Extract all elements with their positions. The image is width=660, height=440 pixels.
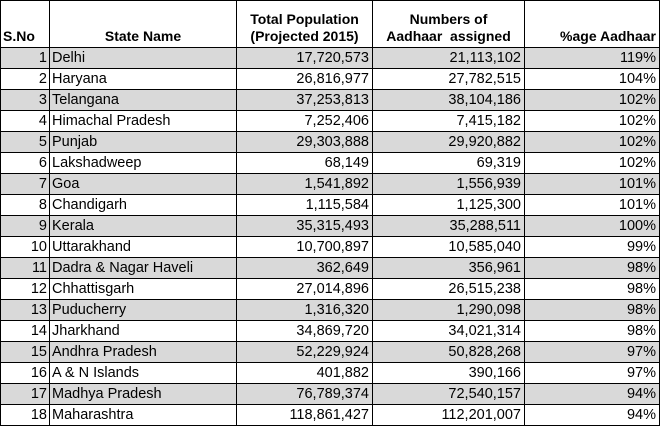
- cell-total-population: 68,149: [237, 153, 373, 174]
- cell-sno: 17: [1, 384, 50, 405]
- cell-pct-aadhaar: 98%: [525, 300, 660, 321]
- cell-total-population: 118,861,427: [237, 405, 373, 426]
- table-row: [1, 90, 660, 111]
- cell-pct-aadhaar: 100%: [525, 216, 660, 237]
- cell-sno: 4: [1, 111, 50, 132]
- cell-aadhaar-assigned: 34,021,314: [373, 321, 525, 342]
- cell-aadhaar-assigned: 29,920,882: [373, 132, 525, 153]
- table-row: [1, 300, 660, 321]
- cell-total-population: 17,720,573: [237, 48, 373, 69]
- cell-state-name: Haryana: [50, 69, 237, 90]
- table-body: [1, 48, 660, 426]
- cell-total-population: 34,869,720: [237, 321, 373, 342]
- cell-total-population: 37,253,813: [237, 90, 373, 111]
- cell-aadhaar-assigned: 1,290,098: [373, 300, 525, 321]
- cell-state-name: Goa: [50, 174, 237, 195]
- header-population-line2: (Projected 2015): [250, 28, 359, 44]
- cell-sno: 8: [1, 195, 50, 216]
- cell-state-name: Dadra & Nagar Haveli: [50, 258, 237, 279]
- cell-pct-aadhaar: 102%: [525, 132, 660, 153]
- cell-sno: 5: [1, 132, 50, 153]
- cell-state-name: Punjab: [50, 132, 237, 153]
- cell-total-population: 52,229,924: [237, 342, 373, 363]
- cell-sno: 6: [1, 153, 50, 174]
- cell-aadhaar-assigned: 21,113,102: [373, 48, 525, 69]
- cell-pct-aadhaar: 97%: [525, 342, 660, 363]
- cell-pct-aadhaar: 98%: [525, 279, 660, 300]
- header-total-population: [237, 1, 373, 48]
- cell-aadhaar-assigned: 356,961: [373, 258, 525, 279]
- cell-pct-aadhaar: 94%: [525, 405, 660, 426]
- cell-state-name: Kerala: [50, 216, 237, 237]
- cell-total-population: 1,316,320: [237, 300, 373, 321]
- cell-pct-aadhaar: 104%: [525, 69, 660, 90]
- cell-aadhaar-assigned: 1,556,939: [373, 174, 525, 195]
- cell-sno: 9: [1, 216, 50, 237]
- header-sno: S.No: [1, 1, 50, 48]
- table-row: [1, 405, 660, 426]
- table-row: [1, 153, 660, 174]
- cell-aadhaar-assigned: 38,104,186: [373, 90, 525, 111]
- cell-state-name: Chandigarh: [50, 195, 237, 216]
- cell-pct-aadhaar: 102%: [525, 90, 660, 111]
- cell-sno: 11: [1, 258, 50, 279]
- cell-sno: 10: [1, 237, 50, 258]
- table-header-row: [1, 1, 660, 48]
- cell-aadhaar-assigned: 390,166: [373, 363, 525, 384]
- cell-pct-aadhaar: 94%: [525, 384, 660, 405]
- cell-aadhaar-assigned: 72,540,157: [373, 384, 525, 405]
- cell-pct-aadhaar: 101%: [525, 195, 660, 216]
- cell-pct-aadhaar: 99%: [525, 237, 660, 258]
- cell-total-population: 35,315,493: [237, 216, 373, 237]
- cell-state-name: Uttarakhand: [50, 237, 237, 258]
- cell-pct-aadhaar: 102%: [525, 153, 660, 174]
- cell-total-population: 29,303,888: [237, 132, 373, 153]
- cell-total-population: 27,014,896: [237, 279, 373, 300]
- cell-total-population: 10,700,897: [237, 237, 373, 258]
- cell-total-population: 76,789,374: [237, 384, 373, 405]
- table-row: [1, 279, 660, 300]
- header-population-line1: Total Population: [250, 11, 359, 27]
- cell-aadhaar-assigned: 10,585,040: [373, 237, 525, 258]
- cell-state-name: Puducherry: [50, 300, 237, 321]
- header-aadhaar-assigned: [373, 1, 525, 48]
- cell-sno: 3: [1, 90, 50, 111]
- header-aadhaar-line2: Aadhaar assigned: [386, 28, 511, 44]
- cell-sno: 14: [1, 321, 50, 342]
- cell-state-name: Madhya Pradesh: [50, 384, 237, 405]
- cell-pct-aadhaar: 97%: [525, 363, 660, 384]
- cell-total-population: 26,816,977: [237, 69, 373, 90]
- cell-state-name: Delhi: [50, 48, 237, 69]
- header-state-name: State Name: [50, 1, 237, 48]
- cell-pct-aadhaar: 101%: [525, 174, 660, 195]
- table-row: [1, 174, 660, 195]
- header-pct-aadhaar: %age Aadhaar: [525, 1, 660, 48]
- cell-sno: 16: [1, 363, 50, 384]
- cell-total-population: 1,115,584: [237, 195, 373, 216]
- cell-pct-aadhaar: 98%: [525, 321, 660, 342]
- cell-sno: 13: [1, 300, 50, 321]
- table-row: [1, 342, 660, 363]
- cell-state-name: Chhattisgarh: [50, 279, 237, 300]
- table-row: [1, 195, 660, 216]
- cell-aadhaar-assigned: 26,515,238: [373, 279, 525, 300]
- cell-state-name: Jharkhand: [50, 321, 237, 342]
- cell-sno: 7: [1, 174, 50, 195]
- table-row: [1, 216, 660, 237]
- table-row: [1, 48, 660, 69]
- cell-aadhaar-assigned: 69,319: [373, 153, 525, 174]
- cell-state-name: Andhra Pradesh: [50, 342, 237, 363]
- table-row: [1, 384, 660, 405]
- cell-aadhaar-assigned: 7,415,182: [373, 111, 525, 132]
- cell-sno: 18: [1, 405, 50, 426]
- table-row: [1, 69, 660, 90]
- cell-total-population: 362,649: [237, 258, 373, 279]
- cell-sno: 2: [1, 69, 50, 90]
- cell-total-population: 401,882: [237, 363, 373, 384]
- table-row: [1, 111, 660, 132]
- cell-sno: 1: [1, 48, 50, 69]
- cell-pct-aadhaar: 98%: [525, 258, 660, 279]
- cell-pct-aadhaar: 102%: [525, 111, 660, 132]
- table-row: [1, 321, 660, 342]
- cell-sno: 12: [1, 279, 50, 300]
- cell-total-population: 1,541,892: [237, 174, 373, 195]
- cell-aadhaar-assigned: 112,201,007: [373, 405, 525, 426]
- cell-state-name: Lakshadweep: [50, 153, 237, 174]
- table-row: [1, 237, 660, 258]
- cell-total-population: 7,252,406: [237, 111, 373, 132]
- table-row: [1, 258, 660, 279]
- cell-aadhaar-assigned: 35,288,511: [373, 216, 525, 237]
- cell-sno: 15: [1, 342, 50, 363]
- table-row: [1, 363, 660, 384]
- cell-aadhaar-assigned: 50,828,268: [373, 342, 525, 363]
- cell-aadhaar-assigned: 27,782,515: [373, 69, 525, 90]
- cell-pct-aadhaar: 119%: [525, 48, 660, 69]
- cell-state-name: Himachal Pradesh: [50, 111, 237, 132]
- cell-state-name: Maharashtra: [50, 405, 237, 426]
- cell-aadhaar-assigned: 1,125,300: [373, 195, 525, 216]
- cell-state-name: A & N Islands: [50, 363, 237, 384]
- table-row: [1, 132, 660, 153]
- cell-state-name: Telangana: [50, 90, 237, 111]
- header-aadhaar-line1: Numbers of: [409, 11, 488, 27]
